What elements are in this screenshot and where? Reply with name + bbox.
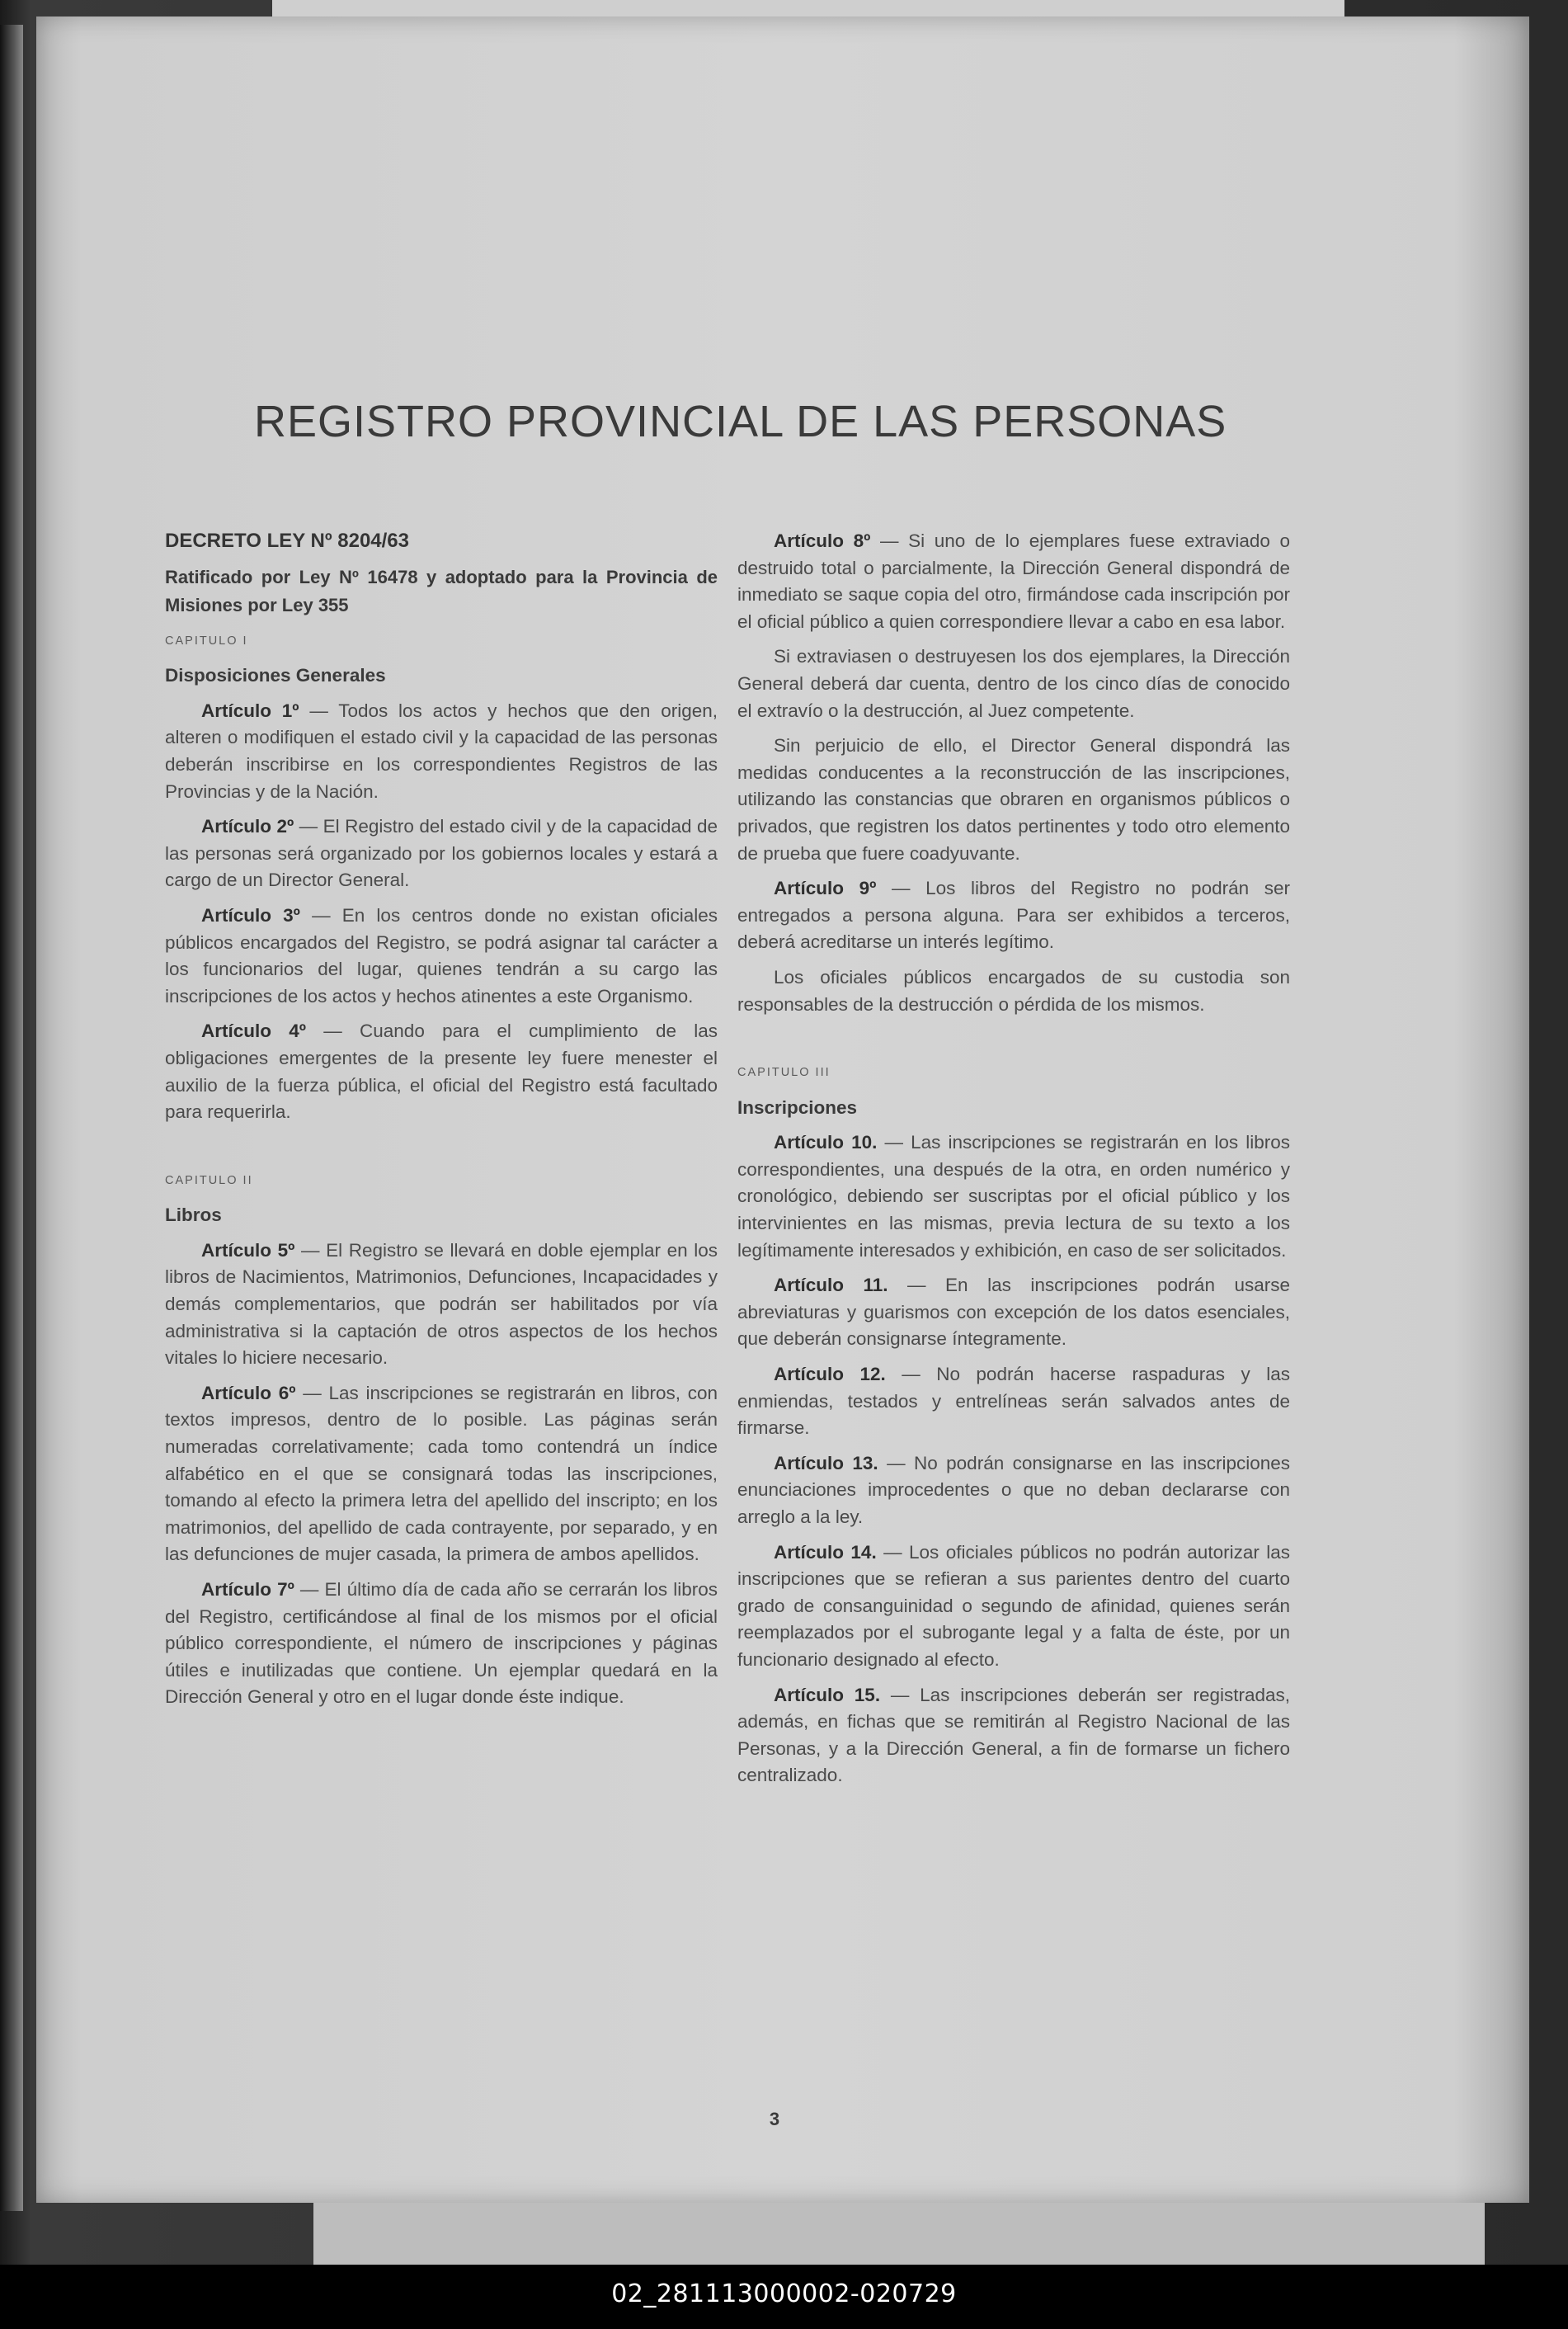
article-7-text: — El último día de cada año se cerrarán los libros del Registro, certificándose al final de los mismos por el oficial público correspondiente, el número de inscripciones y páginas útiles e inutilizadas que contiene. Un ejemplar quedará en la Dirección General y otro en el lugar donde éste indique. [165, 1579, 718, 1708]
article-12-label: Artículo 12. [774, 1364, 886, 1385]
article-11-label: Artículo 11. [774, 1275, 888, 1296]
article-6-label: Artículo 6º [201, 1382, 296, 1403]
article-6 [165, 1380, 718, 1568]
page-number: 3 [769, 2109, 780, 2129]
article-10-text: — Las inscripciones se registrarán en los libros correspondientes, una después de la otra, en orden numérico y cronológico, debiendo ser suscriptas por el oficial público y los intervinientes en las mismas, previa lectura de su texto a los legítimamente interesados y exhibición, en caso de ser solicitados. [737, 1132, 1291, 1261]
chapter-3-title: Inscripciones [737, 1096, 858, 1118]
article-5-label: Artículo 5º [201, 1239, 295, 1261]
ratification-note: Ratificado por Ley Nº 16478 y adoptado para la Provincia de Misiones por Ley 355 [165, 566, 718, 615]
article-4 [165, 1018, 718, 1125]
article-4-label: Artículo 4º [201, 1021, 306, 1042]
article-12-text: — No podrán hacerse raspaduras y las enmiendas, testados y entrelíneas serán salvados antes de firmarse. [737, 1364, 1290, 1439]
chapter-2-title: Libros [165, 1205, 222, 1226]
article-10 [737, 1129, 1290, 1264]
article-1-label: Artículo 1º [201, 700, 299, 721]
article-3-label: Artículo 3º [201, 904, 300, 926]
article-7-label: Artículo 7º [201, 1579, 294, 1600]
article-4-text: — Cuando para el cumplimiento de las obligaciones emergentes de la presente ley fuere menester el auxilio de la fuerza pública, el oficial del Registro está facultado para requerirla. [165, 1021, 718, 1123]
article-13-label: Artículo 13. [774, 1452, 878, 1473]
article-15-label: Artículo 15. [774, 1684, 881, 1705]
document-title: REGISTRO PROVINCIAL DE LAS PERSONAS [254, 397, 1227, 446]
chapter-3-label: CAPITULO III [737, 1066, 831, 1080]
article-8 [737, 528, 1290, 635]
chapter-1-label: CAPITULO I [165, 634, 248, 648]
chapter-1-title: Disposiciones Generales [165, 665, 386, 686]
article-3-text: — En los centros donde no existan oficiales públicos encargados del Registro, se podrá asignar tal carácter a los funcionarios del lugar, quienes tendrán a su cargo las inscripciones de los actos y hechos atinentes a este Organismo. [165, 904, 718, 1007]
article-9 [737, 875, 1290, 956]
article-9-label: Artículo 9º [774, 878, 877, 899]
article-6-text: — Las inscripciones se registrarán en libros, con textos impresos, dentro de lo posible. Las páginas serán numeradas correlativamente; cada tomo contendrá un índice alfabético en el que se consignará todas las inscripciones, tomando al efecto la primera letra del apellido del inscripto; en los matrimonios, del apellido de cada contrayente, por separado, y en las defunciones de mujer casada, la primera de ambos apellidos. [165, 1382, 718, 1565]
article-14 [737, 1539, 1290, 1674]
article-12 [737, 1361, 1290, 1442]
article-1-text: — Todos los actos y hechos que den origen, alteren o modifiquen el estado civil y la capacidad de las personas deberán inscribirse en los correspondientes Registros de las Provincias y de la Nación. [165, 700, 718, 802]
article-14-text: — Los oficiales públicos no podrán autorizar las inscripciones que se refieran a sus parientes dentro del cuarto grado de consanguinidad o segundo de afinidad, quienes serán reemplazados por el subrogante legal y a falta de éste, por un funcionario designado al efecto. [737, 1541, 1291, 1670]
article-3 [165, 903, 718, 1010]
article-11 [737, 1272, 1290, 1353]
article-15 [737, 1682, 1290, 1789]
article-10-label: Artículo 10. [774, 1132, 878, 1153]
article-9-paragraph-2: Los oficiales públicos encargados de su custodia son responsables de la destrucción o pérdida de los mismos. [737, 966, 1290, 1015]
article-1 [165, 698, 718, 805]
article-8-label: Artículo 8º [774, 530, 871, 551]
article-11-text: — En las inscripciones podrán usarse abreviaturas y guarismos con excepción de los datos esenciales, que deberán consignarse íntegramente. [737, 1275, 1290, 1350]
article-13-text: — No podrán consignarse en las inscripciones enunciaciones improcedentes o que no deban declararse con arreglo a la ley. [737, 1452, 1291, 1527]
section-spacer [165, 1134, 718, 1167]
article-8-text: — Si uno de lo ejemplares fuese extraviado o destruido total o parcialmente, la Dirección General dispondrá de inmediato se saque copia del otro, firmándose cada inscripción por el oficial público a quien correspondiere llevar a cabo en esa labor. [737, 530, 1290, 632]
article-2-label: Artículo 2º [201, 816, 294, 837]
article-5 [165, 1238, 718, 1372]
article-8-paragraph-2: Si extraviasen o destruyesen los dos ejemplares, la Dirección General deberá dar cuenta, dentro de los cinco días de conocido el extravío o la destrucción, al Juez competente. [737, 646, 1290, 721]
image-caption: 02_281113000002-020729 [611, 2279, 957, 2308]
article-8-paragraph-3: Sin perjuicio de ello, el Director General dispondrá las medidas conducentes a la reconstrucción de las inscripciones, utilizando las constancias que obraren en organismos públicos o privados, que registren los datos pertinentes y todo otro elemento de prueba que fuere coadyuvante. [737, 735, 1290, 864]
left-column [165, 528, 718, 1719]
right-column [737, 528, 1290, 1798]
article-14-label: Artículo 14. [774, 1541, 877, 1563]
article-5-text: — El Registro se llevará en doble ejemplar en los libros de Nacimientos, Matrimonios, Defunciones, Incapacidades y demás complementarios, que podrán ser habilitados por vía administrativa si la captación de otros aspectos de los hechos vitales lo hiciere necesario. [165, 1239, 718, 1369]
underlying-page-edge [313, 2195, 1485, 2269]
article-13 [737, 1450, 1290, 1531]
article-2 [165, 813, 718, 894]
section-spacer [737, 1026, 1290, 1059]
chapter-2-label: CAPITULO II [165, 1173, 253, 1187]
decree-heading: DECRETO LEY Nº 8204/63 [165, 530, 410, 552]
article-2-text: — El Registro del estado civil y de la capacidad de las personas será organizado por los gobiernos locales y estará a cargo de un Director General. [165, 816, 718, 891]
article-15-text: — Las inscripciones deberán ser registradas, además, en fichas que se remitirán al Registro Nacional de las Personas, y a la Dirección General, a fin de formarse un fichero centralizado. [737, 1684, 1291, 1786]
book-binding [0, 25, 23, 2211]
article-9-text: — Los libros del Registro no podrán ser entregados a persona alguna. Para ser exhibidos a terceros, deberá acreditarse un interés legítimo. [737, 878, 1290, 953]
document-page [36, 17, 1529, 2203]
article-7 [165, 1577, 718, 1711]
